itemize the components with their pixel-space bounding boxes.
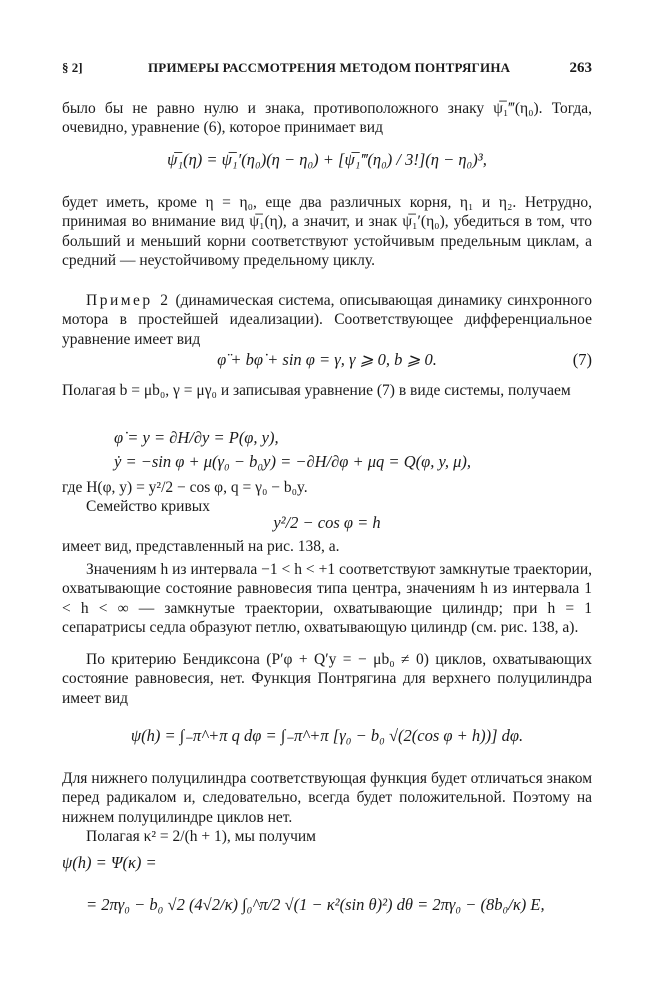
equation-family: y²/2 − cos φ = h <box>273 513 381 532</box>
paragraph-9: По критерию Бендиксона (P′φ + Q′y = − μb₀ ≠ 0) циклов, охватывающих состояние равновесия, нет. Функция Понтрягина для верхнего полуцилиндра имеет вид <box>62 651 592 707</box>
section-number: § 2] <box>62 60 83 75</box>
equation-final-2: = 2πγ₀ − b₀ √2 (4√2/κ) ∫₀^π/2 √(1 − κ²(sin θ)²) dθ = 2πγ₀ − (8b₀/κ) E, <box>86 895 545 914</box>
equation-pontryagin-function: ψ(h) = ∫₋π^+π q dφ = ∫₋π^+π [γ₀ − b₀ √(2(cos φ + h))] dφ. <box>130 726 524 745</box>
paragraph-1: было бы не равно нулю и знака, противоположного знаку ψ̅₁‴(η₀). Тогда, очевидно, уравнение (6), которое принимает вид <box>62 100 592 137</box>
equation-psi-expansion: ψ̅₁(η) = ψ̅₁′(η₀)(η − η₀) + [ψ̅₁‴(η₀) / 3!](η − η₀)³, <box>167 150 487 169</box>
paragraph-5: где H(φ, y) = y²/2 − cos φ, q = γ₀ − b₀y. <box>62 479 308 496</box>
page-number: 263 <box>569 60 592 76</box>
paragraph-4: Полагая b = μb₀, γ = μγ₀ и записывая уравнение (7) в виде системы, получаем <box>62 382 571 399</box>
equation-system-2: ẏ = −sin φ + μ(γ₀ − b₀y) = −∂H/∂φ + μq = Q(φ, y, μ), <box>114 452 472 471</box>
paragraph-10: Для нижнего полуцилиндра соответствующая функция будет отличаться знаком перед радикалом и, следовательно, всегда будет положительной. Поэтому на нижнем полуцилиндре циклов нет. <box>62 770 592 826</box>
equation-7-number: (7) <box>572 350 592 369</box>
running-title: ПРИМЕРЫ РАССМОТРЕНИЯ МЕТОДОМ ПОНТРЯГИНА <box>148 60 511 75</box>
equation-final-1: ψ(h) = Ψ(κ) = <box>62 853 157 872</box>
equation-system-1: φ̇ = y = ∂H/∂y = P(φ, y), <box>114 428 279 447</box>
paragraph-6: Семейство кривых <box>86 498 210 515</box>
paragraph-8: Значениям h из интервала −1 < h < +1 соответствуют замкнутые траектории, охватывающие состояние равновесия типа центра, значениям h из интервала 1 < h < ∞ — замкнутые траектории, охватывающие цилиндр; при h = 1 сепаратрисы седла образуют петлю, охватывающую цилиндр (см. рис. 138, а). <box>62 561 592 636</box>
running-header <box>62 60 592 80</box>
equation-7-body: φ̈ + bφ̇ + sin φ = γ, γ ⩾ 0, b ⩾ 0. <box>217 350 437 369</box>
example-text: (динамическая система, описывающая динамику синхронного мотора в простейшей идеализации). Соответствующее дифференциальное уравнение имеет вид <box>62 292 593 348</box>
paragraph-2: будет иметь, кроме η = η₀, еще два различных корня, η₁ и η₂. Нетрудно, принимая во внимание вид ψ̅₁(η), а значит, и знак ψ̅₁′(η₀), убедиться в том, что больший и меньший корни соответствуют устойчивым предельным циклам, а средний — неустойчивому предельному циклу. <box>62 194 592 269</box>
example-label: Пример 2 <box>86 292 171 309</box>
paragraph-7: имеет вид, представленный на рис. 138, а. <box>62 538 340 555</box>
paragraph-11: Полагая κ² = 2/(h + 1), мы получим <box>86 828 316 845</box>
equation-7 <box>62 350 592 370</box>
paragraph-example-2 <box>62 291 592 349</box>
